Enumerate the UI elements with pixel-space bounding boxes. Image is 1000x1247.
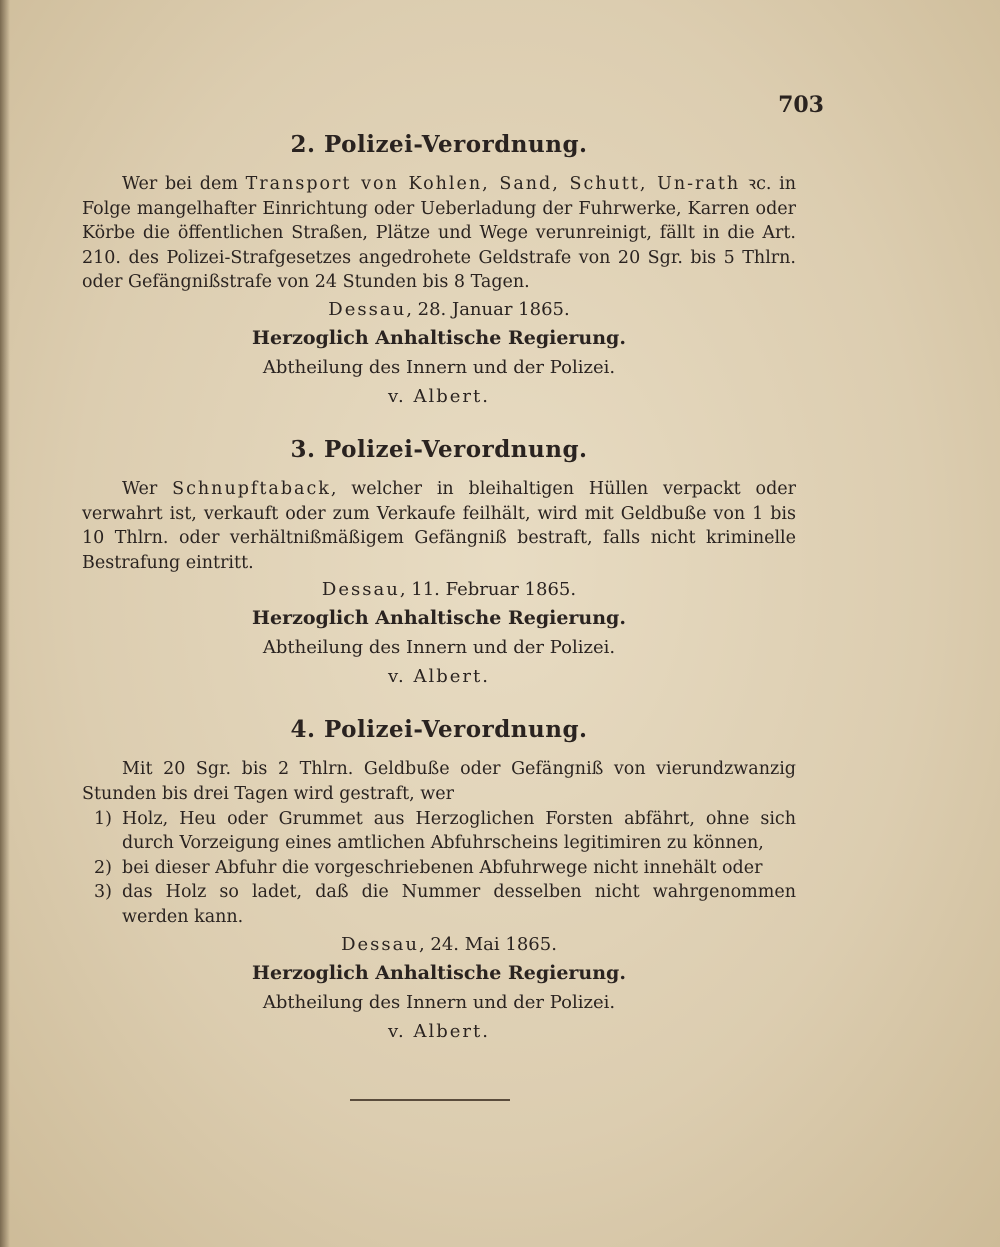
item-number: 1): [94, 808, 112, 829]
offense-list: [82, 807, 796, 930]
place: Dessau: [341, 933, 419, 955]
section-heading: 4. Polizei-Verordnung.: [290, 716, 588, 744]
place: Dessau: [328, 298, 407, 320]
department-name: Abtheilung des Innern und der Polizei.: [262, 637, 616, 659]
list-item: [82, 807, 796, 856]
ordinance-section-4: [82, 715, 796, 1045]
date: , 28. Januar 1865.: [406, 298, 570, 320]
place: Dessau: [321, 579, 400, 601]
place-date-line: [82, 575, 796, 604]
department-name: Abtheilung des Innern und der Polizei.: [262, 991, 616, 1013]
text-body: ꝛc. in Folge mangelhafter Einrichtung oder Ueberladung der Fuhrwerke, Karren oder Körbe die öffentlichen Straßen, Plätze und Wege verunreinigt, fällt in die Art. 210. des Polizei-Strafgesetzes angedrohete Geldstrafe von 20 Sgr. bis 5 Thlrn. oder Gefängnißstrafe von 24 Stunden bis 8 Tagen.: [82, 174, 797, 293]
signature: v. Albert.: [388, 1020, 490, 1042]
ordinance-section-2: [82, 130, 796, 411]
government-name: Herzoglich Anhaltische Regierung.: [252, 961, 626, 984]
page-number: 703: [778, 92, 824, 118]
section-heading: 3. Polizei-Verordnung.: [290, 435, 588, 463]
text-lead: Wer bei dem: [122, 174, 246, 194]
item-text: Holz, Heu oder Grummet aus Herzoglichen Forsten abfährt, ohne sich durch Vorzeigung eines amtlichen Abfuhrscheins legitimiren zu können,: [122, 808, 796, 854]
department-name: Abtheilung des Innern und der Polizei.: [262, 356, 616, 378]
date: , 11. Februar 1865.: [399, 579, 577, 601]
item-text: bei dieser Abfuhr die vorgeschriebenen Abfuhrwege nicht innehält oder: [122, 857, 763, 878]
signature: v. Albert.: [388, 666, 490, 688]
signature: v. Albert.: [388, 385, 490, 407]
item-text: das Holz so ladet, daß die Nummer desselben nicht wahrgenommen werden kann.: [122, 882, 796, 927]
ordinance-text: [82, 172, 796, 295]
government-name: Herzoglich Anhaltische Regierung.: [252, 607, 626, 630]
section-heading: 2. Polizei-Verordnung.: [290, 131, 588, 158]
closing-rule: [350, 1099, 510, 1101]
list-item: [82, 856, 796, 881]
text-body: , welcher in bleihaltigen Hüllen verpackt oder verwahrt ist, verkauft oder zum Verkaufe feilhält, wird mit Geldbuße von 1 bis 10 Thlrn. oder verhältnißmäßigem Gefängniß bestraft, falls nicht kriminelle Bestrafung eintritt.: [82, 478, 796, 573]
government-name: Herzoglich Anhaltische Regierung.: [252, 326, 626, 349]
ordinance-text: [82, 477, 796, 575]
item-number: 3): [94, 882, 112, 903]
text-emphasis: Schnupftaback: [172, 478, 331, 499]
place-date-line: [82, 295, 796, 324]
ordinance-text: Mit 20 Sgr. bis 2 Thlrn. Geldbuße oder Gefängniß von vierundzwanzig Stunden bis drei Tagen wird gestraft, wer: [82, 759, 796, 804]
date: , 24. Mai 1865.: [418, 933, 557, 955]
text-lead: Wer: [122, 478, 173, 499]
list-item: [82, 880, 796, 929]
text-emphasis: Transport von Kohlen, Sand, Schutt, Un-rath: [245, 174, 741, 194]
item-number: 2): [94, 857, 112, 878]
page-content: [82, 130, 796, 1046]
ordinance-section-3: [82, 435, 796, 691]
place-date-line: [82, 930, 796, 959]
